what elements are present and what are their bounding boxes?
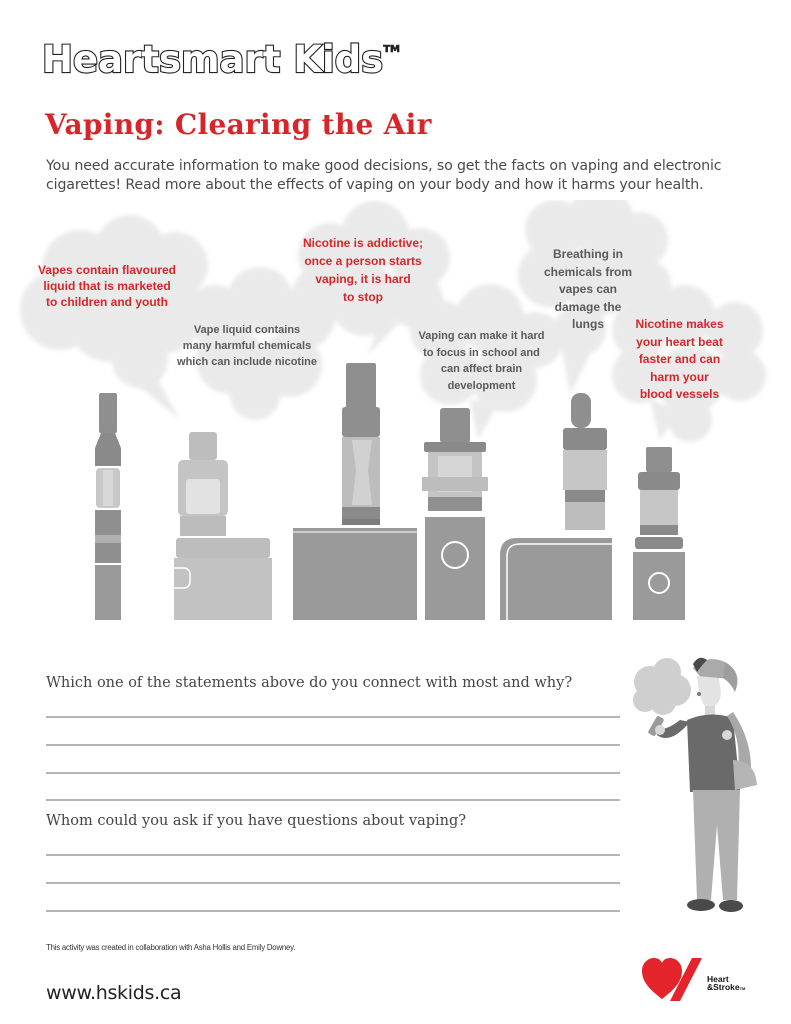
vape-box-mod-3 — [293, 363, 417, 620]
vape-pen-1 — [95, 393, 121, 620]
fact-line: Nicotine makes — [635, 317, 724, 331]
vape-mod-6 — [633, 447, 685, 620]
fact-line: vapes can — [558, 282, 618, 296]
fact-bubble-damage-lungs — [538, 246, 638, 334]
answer-line-1-3[interactable] — [46, 772, 620, 774]
fact-line: vaping, it is hard — [315, 272, 411, 286]
fact-bubble-nicotine-addictive — [298, 234, 428, 306]
answer-line-1-2[interactable] — [46, 744, 620, 746]
heart-and-stroke-wordmark — [707, 975, 745, 993]
fact-line: harm your — [650, 369, 709, 384]
fact-line: your heart beat — [636, 334, 723, 349]
fact-line: many harmful chemicals — [182, 340, 312, 352]
wordmark-line-1: Heart — [707, 974, 729, 984]
fact-line: damage the — [554, 299, 622, 314]
fact-line: to focus in school and — [423, 346, 540, 359]
fact-bubble-flavoured-liquid — [27, 262, 187, 310]
fact-line: Vape liquid contains — [193, 324, 301, 336]
fact-bubble-focus-brain — [414, 328, 549, 394]
fact-line: to children and youth — [46, 295, 168, 309]
collaboration-credit: This activity was created in collaboration with Asha Hollis and Emily Downey. — [46, 943, 296, 952]
fact-line: can affect brain — [440, 363, 523, 375]
website-link[interactable]: www.hskids.ca — [46, 982, 182, 1004]
fact-line: faster and can — [638, 352, 721, 366]
question-who-to-ask: Whom could you ask if you have questions about vaping? — [46, 813, 467, 829]
fact-bubble-harmful-chemicals — [172, 322, 322, 370]
answer-line-2-2[interactable] — [46, 882, 620, 884]
fact-line: Breathing in — [552, 247, 623, 261]
fact-line: once a person starts — [304, 254, 422, 268]
fact-line: Vapes contain flavoured — [37, 263, 177, 277]
heartsmart-kids-logo — [42, 38, 400, 81]
answer-line-1-1[interactable] — [46, 716, 620, 718]
fact-line: blood vessels — [639, 387, 720, 401]
fact-line: liquid that is marketed — [43, 279, 171, 293]
fact-line: to stop — [343, 290, 383, 304]
intro-paragraph: You need accurate information to make good decisions, so get the facts on vaping and electronic cigarettes! Read more about the effects of vaping on your body and how it harms your health. — [46, 158, 722, 193]
fact-line: which can include nicotine — [177, 356, 317, 368]
page-title: Vaping: Clearing the Air — [45, 108, 432, 141]
fact-line: lungs — [572, 317, 604, 331]
brand-name: Heartsmart Kids — [42, 38, 384, 81]
teen-vaping-illustration — [615, 650, 775, 920]
fact-bubble-heart-blood-vessels — [632, 316, 727, 404]
heart-and-stroke-logo — [640, 955, 760, 1005]
wordmark-line-2: &Stroke — [707, 982, 740, 992]
fact-line: chemicals from — [543, 264, 633, 279]
question-connect-statement: Which one of the statements above do you connect with most and why? — [46, 675, 573, 691]
vape-devices-illustration — [0, 200, 791, 650]
vape-box-mod-5 — [500, 393, 612, 620]
answer-line-2-1[interactable] — [46, 854, 620, 856]
wordmark-tm: TM — [739, 986, 746, 991]
answer-line-1-4[interactable] — [46, 799, 620, 801]
answer-line-2-3[interactable] — [46, 910, 620, 912]
fact-line: Vaping can make it hard — [418, 330, 545, 342]
trademark: TM — [383, 44, 400, 55]
fact-line: development — [447, 379, 516, 392]
vape-box-mod-2 — [174, 432, 272, 620]
fact-line: Nicotine is addictive; — [302, 236, 424, 250]
